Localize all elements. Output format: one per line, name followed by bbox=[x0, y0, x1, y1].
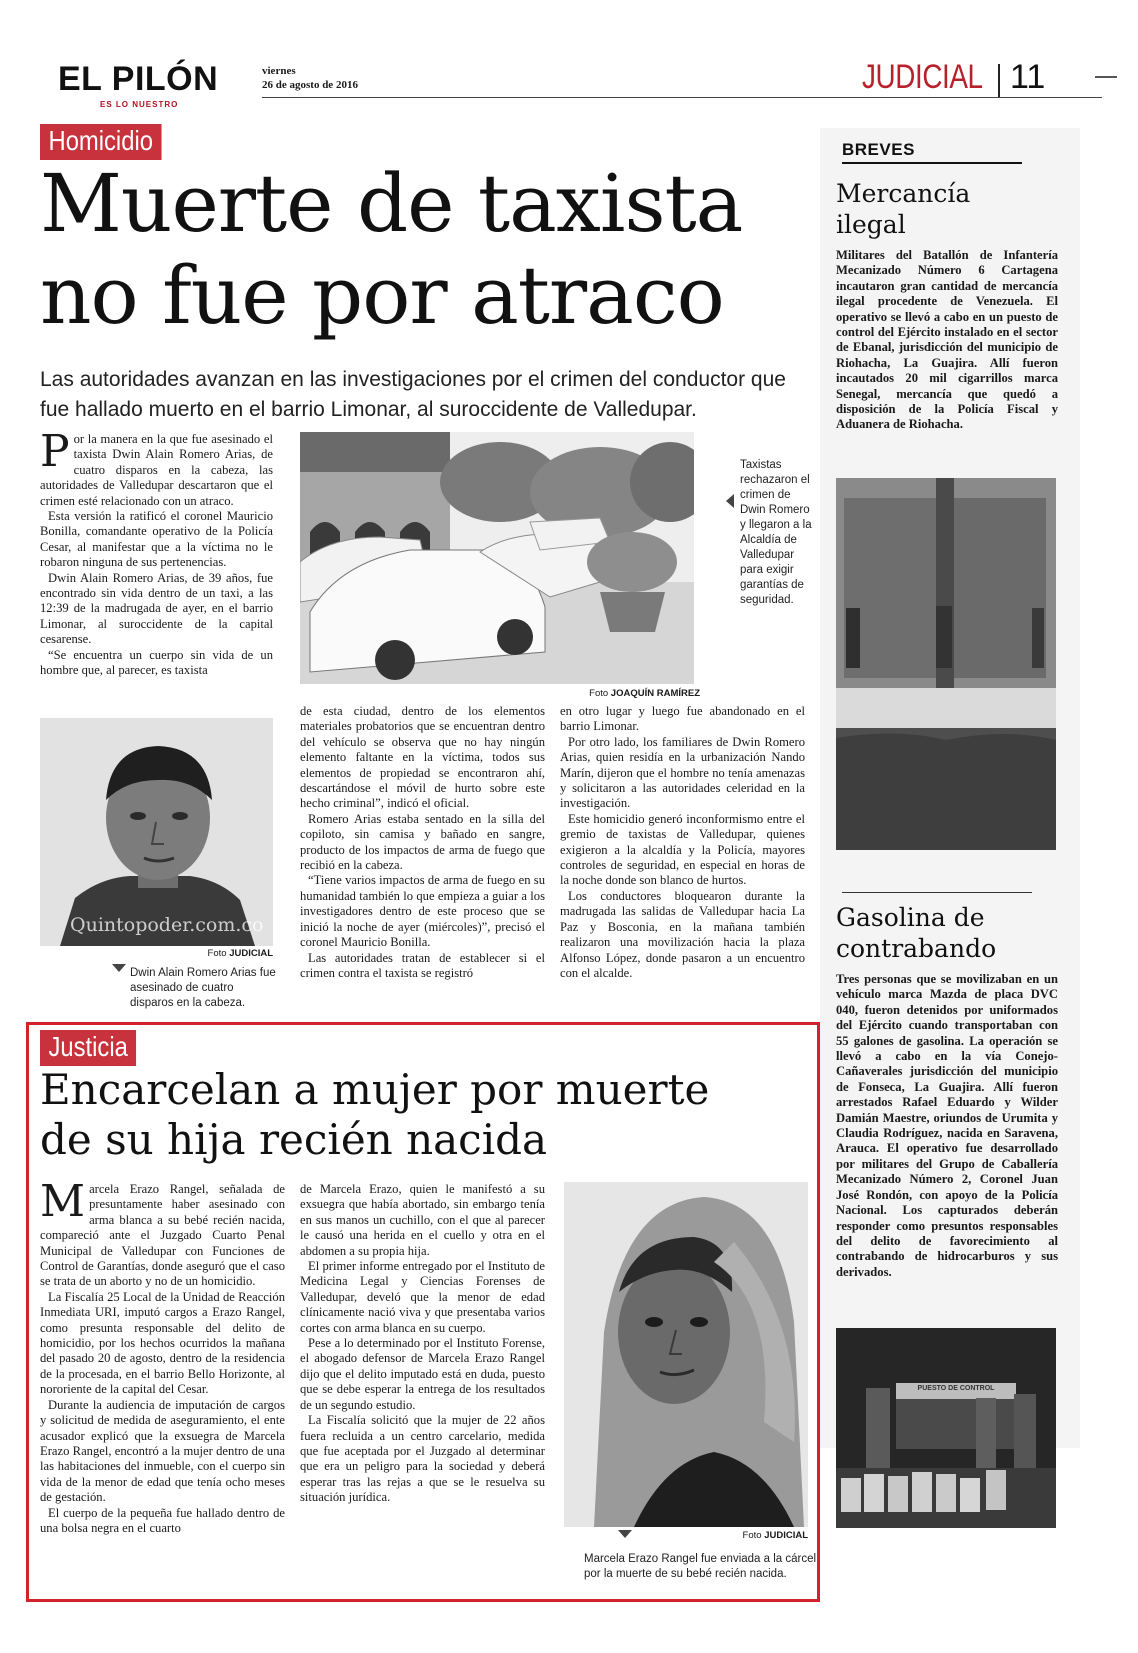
page-number: 11 bbox=[1010, 58, 1046, 96]
portrait-caption: Dwin Alain Romero Arias fue asesinado de cuatro disparos en la cabeza. bbox=[130, 967, 276, 1009]
story1-kicker: Homicidio bbox=[40, 124, 161, 160]
brief1-title-line2: ilegal bbox=[836, 210, 906, 239]
seized-goods-image bbox=[836, 478, 1056, 850]
accused-woman-photo bbox=[564, 1182, 808, 1527]
story1-paragraph: Por otro lado, los familiares de Dwin Romero Arias, quien residía en la urbanización Nando Marín, dijeron que el hombre no tenía amenazas y solicitaron a las autoridades celeridad en la investigación. bbox=[560, 734, 805, 811]
portrait-credit-label: Foto bbox=[207, 948, 227, 959]
seized-goods-photo bbox=[836, 478, 1056, 850]
story2-paragraph: La Fiscalía solicitó que la mujer de 22 años fuera recluida a un centro carcelario, medida que fue aceptada por el Juzgado al determinar que era un peligro para la sociedad y deberá esperar tras las rejas a que se le resuelva su situación jurídica. bbox=[300, 1413, 545, 1505]
taxi-photo-credit-label: Foto bbox=[589, 688, 609, 699]
story1-paragraph: Por la manera en la que fue asesinado el taxista Dwin Alain Romero Arias, de cuatro disparos en la cabeza, las autoridades de Valledupar descartaron que el crimen esté relacionado con un atraco. bbox=[40, 432, 273, 508]
brief1-title-line1: Mercancía bbox=[836, 179, 971, 208]
newspaper-logo: EL PILÓN bbox=[58, 60, 219, 98]
portrait-credit bbox=[40, 948, 273, 959]
portrait-credit-name: JUDICIAL bbox=[229, 948, 273, 959]
story1-column-3 bbox=[560, 704, 805, 1016]
brief2-title-line2: contrabando bbox=[836, 934, 997, 963]
story2-photo-credit bbox=[664, 1530, 808, 1541]
caption-pointer bbox=[618, 1530, 632, 1538]
page-corner-mark bbox=[1095, 76, 1117, 78]
taxi-photo-credit-name: JOAQUÍN RAMÍREZ bbox=[610, 688, 700, 699]
story1-column-2 bbox=[300, 704, 545, 1016]
story2-paragraph: El primer informe entregado por el Instituto de Medicina Legal y Ciencias Forenses de Valledupar, develó que la menor de edad clínicamente nació viva y que presentaba varios cortes con arma blanca en su cuerpo. bbox=[300, 1259, 545, 1335]
dateline bbox=[262, 64, 358, 92]
checkpoint-image bbox=[836, 1328, 1056, 1528]
dateline-weekday: viernes bbox=[262, 65, 296, 77]
story2-paragraph: Pese a lo determinado por el Instituto Forense, el abogado defensor de Marcela Erazo Rangel dijo que el delito imputado está en duda, puesto que se debe esperar la entrega de los resultados de un segundo estudio. bbox=[300, 1336, 545, 1412]
taxi-photo-credit bbox=[560, 688, 700, 699]
header-rule bbox=[262, 97, 1102, 98]
section-label: JUDICIAL bbox=[862, 58, 983, 96]
story1-paragraph: en otro lugar y luego fue abandonado en el barrio Limonar. bbox=[560, 704, 805, 734]
story2-photo-credit-label: Foto bbox=[742, 1530, 762, 1541]
brief1-title bbox=[836, 178, 1056, 240]
story2-photo-credit-name: JUDICIAL bbox=[764, 1530, 808, 1541]
story2-column-2 bbox=[300, 1182, 545, 1592]
newspaper-slogan: ES LO NUESTRO bbox=[100, 100, 179, 109]
story2-kicker: Justicia bbox=[40, 1030, 136, 1066]
taxi-protest-image bbox=[300, 432, 694, 684]
story1-paragraph: Esta versión la ratificó el coronel Mauricio Bonilla, comandante operativo de la Policía Cesar, al manifestar que a la víctima no le robaron ninguna de sus pertenencias. bbox=[40, 509, 273, 570]
story1-column-1 bbox=[40, 432, 273, 714]
brief2-title bbox=[836, 902, 1056, 964]
caption-pointer bbox=[726, 494, 734, 508]
brief2-text: Tres personas que se movilizaban en un vehículo marca Mazda de placa DVC 040, fueron detenidos por uniformados del Ejército cuando transportaban con 55 galones de gasolina. La operación se llevó a cabo en la vía Conejo-Cañaverales jurisdicción del municipio de Fonseca, La Guajira. Allí fueron arrestados Rafael Eduardo y Wilder Damián Maestre, oriundos de Urumita y Claudia Rodríguez, nacida en Saravena, Arauca. El operativo fue desarrollado por militares del Grupo de Caballería Mecanizado Número 2, Coronel Juan José Rondón, con apoyo de la Policía Nacional. Los capturados deberán responder como presuntos responsables del delito de favorecimiento al contrabando de hidrocarburos y sus derivados. bbox=[836, 972, 1058, 1279]
story2-column-1 bbox=[40, 1182, 285, 1592]
story2-photo-caption: Marcela Erazo Rangel fue enviada a la cárcel por la muerte de su bebé recién nacida. bbox=[584, 1553, 817, 1580]
taxi-protest-photo bbox=[300, 432, 694, 684]
brief1-text: Militares del Batallón de Infantería Mecanizado Número 6 Cartagena incautaron gran cantidad de mercancía ilegal procedente de Venezuela. El operativo se llevó a cabo en un puesto de control del Ejército instalado en el sector de Ebanal, jurisdicción del municipio de Riohacha, La Guajira. Allí fueron incautados 20 mil cigarrillos marca Senegal, mercancía que quedó a disposición de la Policía Fiscal y Aduanera de Riohacha. bbox=[836, 248, 1058, 432]
story1-headline bbox=[40, 158, 800, 342]
story1-deck: Las autoridades avanzan en las investigaciones por el crimen del conductor que fue hallado muerto en el barrio Limonar, al suroccidente de Valledupar. bbox=[40, 368, 786, 421]
victim-portrait-photo bbox=[40, 718, 273, 946]
story1-paragraph: “Tiene varios impactos de arma de fuego en su humanidad también lo que empieza a guiar a los investigadores dentro de este proceso que se inició la noche de ayer (miércoles)”, precisó el coronel Mauricio Bonilla. bbox=[300, 873, 545, 950]
story1-headline-line2: no fue por atraco bbox=[40, 249, 724, 342]
story1-paragraph: Romero Arias estaba sentado en la silla del copiloto, sin camisa y bañado en sangre, producto de los impactos de arma de fuego que recibió en la cabeza. bbox=[300, 811, 545, 873]
story2-headline bbox=[40, 1065, 810, 1165]
brief-divider bbox=[842, 892, 1032, 893]
checkpoint-photo bbox=[836, 1328, 1056, 1528]
breves-rule bbox=[842, 162, 1022, 164]
story2-headline-line2: de su hija recién nacida bbox=[40, 1115, 548, 1164]
story2-paragraph: Durante la audiencia de imputación de cargos y solicitud de medida de aseguramiento, el ente acusador explicó que la exsuegra de Marcela Erazo Rangel, encontró a la mujer dentro de una las habitaciones del inmueble, con el cuerpo sin vida de la menor de edad que tenía ocho meses de gestación. bbox=[40, 1397, 285, 1505]
dateline-date: 26 de agosto de 2016 bbox=[262, 79, 358, 91]
header-divider bbox=[998, 64, 1000, 98]
taxi-photo-caption: Taxistas rechazaron el crimen de Dwin Romero y llegaron a la Alcaldía de Valledupar para exigir garantías de seguridad. bbox=[740, 459, 812, 606]
story1-paragraph: “Se encuentra un cuerpo sin vida de un hombre que, al parecer, es taxista bbox=[40, 647, 273, 678]
story1-headline-line1: Muerte de taxista bbox=[40, 157, 743, 250]
checkpoint-sign: PUESTO DE CONTROL bbox=[917, 1385, 995, 1392]
story2-paragraph: Marcela Erazo Rangel, señalada de presuntamente haber asesinado con arma blanca a su bebé recién nacida, compareció ante el Juzgado Cuarto Penal Municipal de Valledupar con Funciones de Control de Garantías, donde aseguró que el caso se trata de un aborto y no de un homicidio. bbox=[40, 1182, 285, 1289]
story1-paragraph: Este homicidio generó inconformismo entre el gremio de taxistas de Valledupar, quienes exigieron a la alcaldía y la Policía, mayores controles de seguridad, en especial en horas de la noche donde son blanco de hurtos. bbox=[560, 811, 805, 888]
story2-headline-line1: Encarcelan a mujer por muerte bbox=[40, 1065, 710, 1114]
story2-paragraph: El cuerpo de la pequeña fue hallado dentro de una bolsa negra en el cuarto bbox=[40, 1505, 285, 1535]
breves-label: BREVES bbox=[842, 140, 915, 159]
story2-paragraph: de Marcela Erazo, quien le manifestó a su exsuegra que había abortado, sin embargo tenía en sus manos un cuchillo, con el que al parecer le causó una herida en el cuello y otra en el abdomen a su propia hija. bbox=[300, 1182, 545, 1258]
story1-paragraph: Las autoridades tratan de establecer si el crimen contra el taxista se registró bbox=[300, 950, 545, 980]
story1-paragraph: Dwin Alain Romero Arias, de 39 años, fue encontrado sin vida dentro de un taxi, a las 12:39 de la madrugada de ayer, en el barrio Limonar, al suroccidente de la capital cesarense. bbox=[40, 570, 273, 647]
story1-paragraph: de esta ciudad, dentro de los elementos materiales probatorios que se encuentran dentro del vehículo se observa que no hay ningún elemento faltante en la víctima, todos sus elementos de propiedad se encontraron ahí, descartándose el móvil de hurto sobre este hecho criminal”, indicó el oficial. bbox=[300, 704, 545, 811]
story1-paragraph: Los conductores bloquearon durante la madrugada las salidas de Valledupar hacia La Paz y Bosconia, en la mañana también realizaron una movilización hacia la plaza Alfonso López, donde pasaron a un encuentro con el alcalde. bbox=[560, 888, 805, 980]
brief2-title-line1: Gasolina de bbox=[836, 903, 985, 932]
story2-paragraph: La Fiscalía 25 Local de la Unidad de Reacción Inmediata URI, imputó cargos a Erazo Rangel, como presunta responsable del delito de homicidio, por los hechos ocurridos la mañana del pasado 20 de agosto, dentro de la residencia de la procesada, en el barrio Bello Horizonte, al nororiente de la capital del Cesar. bbox=[40, 1289, 285, 1397]
portrait-watermark: Quintopoder.com.co bbox=[70, 914, 264, 936]
victim-portrait-image bbox=[40, 718, 273, 946]
caption-pointer bbox=[112, 964, 126, 972]
accused-woman-image bbox=[564, 1182, 808, 1527]
